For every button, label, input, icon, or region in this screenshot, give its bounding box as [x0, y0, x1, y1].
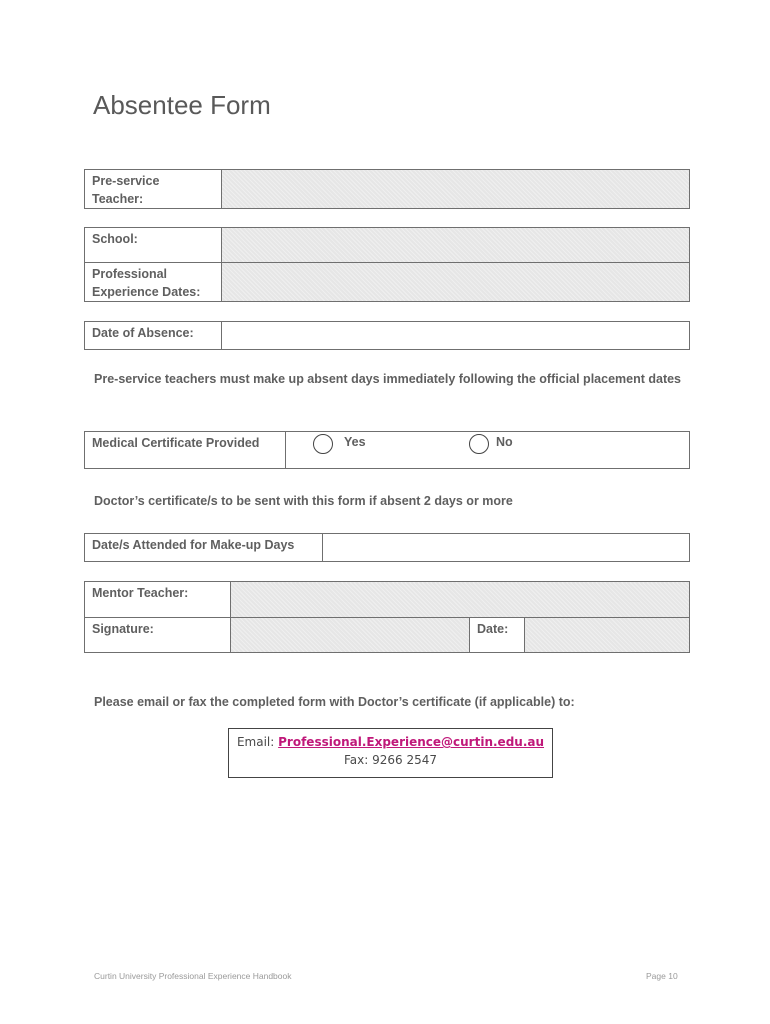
no-label: No — [496, 435, 513, 449]
absence-input[interactable] — [222, 322, 690, 350]
no-radio[interactable] — [469, 434, 489, 454]
school-dates-table — [84, 227, 690, 302]
makeup-label: Date/s Attended for Make-up Days — [85, 534, 323, 562]
mentor-input[interactable] — [231, 582, 690, 618]
doctor-note: Doctor’s certificate/s to be sent with this form if absent 2 days or more — [94, 494, 513, 508]
makeup-table — [84, 533, 690, 562]
signature-label: Signature: — [85, 618, 231, 653]
absence-label: Date of Absence: — [85, 322, 222, 350]
absence-table — [84, 321, 690, 350]
date-label: Date: — [470, 618, 525, 653]
makeup-note: Pre-service teachers must make up absent days immediately following the official placement dates — [94, 372, 682, 386]
teacher-label: Pre-service Teacher: — [85, 170, 222, 209]
signature-input[interactable] — [231, 618, 470, 653]
mentor-table — [84, 581, 690, 653]
yes-radio[interactable] — [313, 434, 333, 454]
mentor-label: Mentor Teacher: — [85, 582, 231, 618]
medical-table — [84, 431, 690, 469]
medical-label: Medical Certificate Provided — [85, 432, 286, 469]
dates-label: Professional Experience Dates: — [85, 263, 222, 302]
fax-text: Fax: 9266 2547 — [343, 753, 437, 767]
dates-input[interactable] — [222, 263, 690, 302]
teacher-input[interactable] — [222, 170, 690, 209]
page-number: Page 10 — [646, 971, 678, 981]
email-prefix: Email: — [236, 735, 279, 749]
page-title: Absentee Form — [93, 90, 271, 120]
yes-label: Yes — [344, 435, 366, 449]
email-instruction: Please email or fax the completed form with Doctor’s certificate (if applicable) to: — [94, 695, 575, 709]
email-link[interactable]: Professional.Experience@curtin.edu.au — [278, 735, 545, 749]
date-input[interactable] — [525, 618, 690, 653]
footer-left: Curtin University Professional Experience Handbook — [94, 971, 292, 981]
school-input[interactable] — [222, 228, 690, 263]
teacher-table — [84, 169, 690, 209]
makeup-input[interactable] — [323, 534, 690, 562]
contact-box — [228, 728, 553, 778]
school-label: School: — [85, 228, 222, 263]
